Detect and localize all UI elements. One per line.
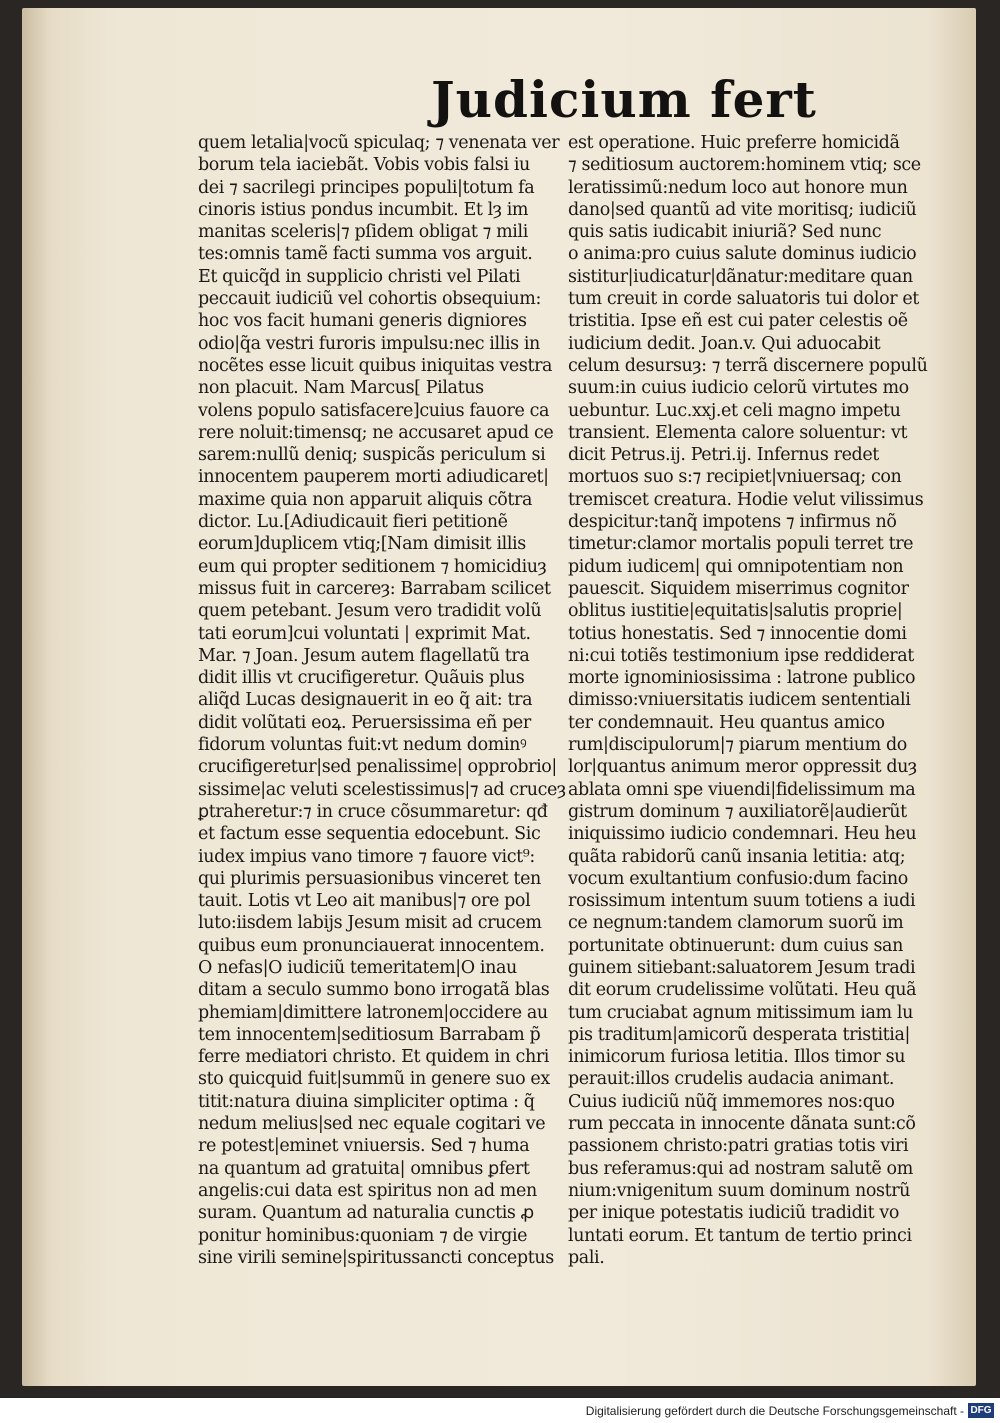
text-line: nium:vnigenitum suum dominum nostrũ: [568, 1180, 911, 1201]
running-header: Judicium fert: [431, 70, 817, 129]
text-line: dei ⁊ sacrilegi principes populi|totum fa: [198, 177, 535, 198]
text-line: timetur:clamor mortalis populi terret tre: [568, 534, 914, 555]
text-line: leratissimũ:nedum loco aut honore mun: [568, 177, 908, 198]
text-line: eorum]duplicem vtiq;[Nam dimisit illis: [198, 534, 526, 555]
text-line: pauescit. Siquidem miserrimus cognitor: [568, 578, 909, 599]
text-line: fidorum voluntas fuit:vt nedum dominꝰ: [198, 735, 527, 756]
text-line: tati eorum]cui voluntati | exprimit Mat.: [198, 623, 531, 644]
text-line: dit eorum crudelissime volũtati. Heu quã: [568, 980, 917, 1001]
text-line: portunitate obtinuerunt: dum cuius san: [568, 935, 903, 956]
text-line: non placuit. Nam Marcus[ Pilatus: [198, 378, 484, 399]
text-line: crucifigeretur|sed penalissime| opprobrio|: [198, 757, 557, 778]
text-line: celum desursuȝ: ⁊ terrã discernere populũ: [568, 355, 928, 376]
text-line: quibus eum pronunciauerat innocentem.: [198, 935, 545, 956]
left-text-column: [198, 132, 578, 1269]
funding-note: Digitalisierung gefördert durch die Deutsche Forschungsgemeinschaft -: [585, 1404, 964, 1418]
text-line: dicit Petrus.ij. Petri.ij. Infernus redet: [568, 445, 879, 466]
text-line: manitas sceleris|⁊ pſidem obligat ⁊ mili: [198, 222, 528, 243]
text-line: inimicorum furiosa letitia. Illos timor su: [568, 1047, 906, 1068]
text-line: transient. Elementa calore soluentur: vt: [568, 422, 908, 443]
right-text-column: [568, 132, 940, 1269]
text-line: guinem sitiebant:saluatorem Jesum tradi: [568, 957, 916, 978]
text-line: o anima:pro cuius salute dominus iudicio: [568, 244, 917, 265]
text-line: oblitus iustitie|equitatis|salutis proprie|: [568, 601, 903, 622]
text-line: luntati eorum. Et tantum de tertio princi: [568, 1225, 912, 1246]
text-line: maxime quia non apparuit aliquis cõtra: [198, 489, 533, 510]
footer-bar: [0, 1400, 1000, 1423]
text-line: dimisso:vniuersitatis iudicem sententiali: [568, 690, 911, 711]
text-line: tem innocentem|seditiosum Barrabam p̃: [198, 1024, 541, 1045]
text-line: quãta rabidorũ canũ insania letitia: atq;: [568, 846, 906, 867]
text-line: uebuntur. Luc.xxj.et celi magno impetu: [568, 400, 901, 421]
text-line: dano|sed quantũ ad vite moritisq; iudiciũ: [568, 199, 917, 220]
text-line: aliq̃d Lucas designauerit in eo q̃ ait: tra: [198, 690, 533, 711]
text-line: ꝑtraheretur:⁊ in cruce cõsummaretur: qđ: [198, 801, 548, 822]
text-line: angelis:cui data est spiritus non ad men: [198, 1180, 537, 1201]
text-line: quem petebant. Jesum vero tradidit volũ: [198, 601, 542, 622]
text-line: na quantum ad gratuita| omnibus ꝑfert: [198, 1158, 530, 1179]
text-line: O nefas|O iudiciũ temeritatem|O inau: [198, 957, 517, 978]
text-line: est operatione. Huic preferre homicidã: [568, 133, 900, 153]
text-line: despicitur:tanq̃ impotens ⁊ infirmus nõ: [568, 512, 897, 533]
text-line: titit:natura diuina simpliciter optima : q̃: [198, 1091, 535, 1112]
text-line: ferre mediatori christo. Et quidem in chri: [198, 1047, 549, 1068]
text-line: tremiscet creatura. Hodie velut vilissimus: [568, 489, 924, 510]
text-line: volens populo satisfacere]cuius fauore ca: [198, 400, 550, 421]
text-line: suram. Quantum ad naturalia cunctis ꝓ: [198, 1203, 534, 1224]
text-line: ni:cui totiẽs testimonium ipse reddiderat: [568, 645, 914, 666]
text-line: perauit:illos crudelis audacia animant.: [568, 1069, 895, 1090]
text-line: borum tela iaciebãt. Vobis vobis falsi iu: [198, 155, 530, 176]
text-line: Et quicq̃d in supplicio christi vel Pilati: [198, 266, 521, 287]
text-line: iniquissimo iudicio condemnari. Heu heu: [568, 824, 917, 845]
text-line: ablata omni spe viuendi|fidelissimum ma: [568, 779, 916, 800]
text-line: gistrum dominum ⁊ auxiliatorẽ|audierũt: [568, 801, 907, 822]
text-line: hoc vos facit humani generis digniores: [198, 311, 527, 332]
text-line: dictor. Lu.[Adiudicauit fieri petitionẽ: [198, 512, 508, 533]
text-line: didit illis vt crucifigeretur. Quãuis plus: [198, 668, 525, 689]
text-line: vocum exultantium confusio:dum facino: [568, 868, 908, 889]
text-line: re potest|eminet vniuersis. Sed ⁊ huma: [198, 1136, 530, 1157]
text-line: rum peccata in innocente dãnata sunt:cõ: [568, 1114, 916, 1135]
text-line: per inique potestatis iudiciũ tradidit vo: [568, 1203, 900, 1224]
text-line: tauit. Lotis vt Leo ait manibus|⁊ ore pol: [198, 891, 531, 912]
text-line: rere noluit:timensq; ne accusaret apud ce: [198, 422, 554, 443]
text-line: ter condemnauit. Heu quantus amico: [568, 712, 885, 733]
text-line: ditam a seculo summo bono irrogatã blas: [198, 980, 550, 1001]
text-line: pis traditum|amicorũ desperata tristitia|: [568, 1024, 911, 1045]
text-line: cinoris istius pondus incumbit. Et lȝ im: [198, 199, 529, 220]
text-line: rum|discipulorum|⁊ piarum mentium do: [568, 735, 907, 756]
text-line: missus fuit in carcereȝ: Barrabam scilicet: [198, 578, 551, 599]
text-line: luto:iisdem labijs Jesum misit ad crucem: [198, 913, 542, 934]
text-line: ponitur hominibus:quoniam ⁊ de virgie: [198, 1225, 528, 1246]
text-line: nedum melius|sed nec equale cogitari ve: [198, 1114, 546, 1135]
text-line: ce negnum:tandem clamorum suorũ im: [568, 913, 904, 934]
text-line: ⁊ seditiosum auctorem:hominem vtiq; sce: [568, 155, 921, 176]
text-line: rosissimum intentum suum totiens a iudi: [568, 891, 916, 912]
text-line: pali.: [568, 1247, 605, 1268]
text-line: odio|q̃a vestri furoris impulsu:nec illis in: [198, 333, 540, 354]
text-line: Cuius iudiciũ nũq̃ immemores nos:quo: [568, 1091, 895, 1112]
text-line: tum creuit in corde saluatoris tui dolor et: [568, 289, 919, 310]
text-line: iudex impius vano timore ⁊ fauore vict⁹:: [198, 846, 535, 867]
text-line: sarem:nullũ deniq; suspicãs periculum si: [198, 445, 546, 466]
text-line: Mar. ⁊ Joan. Jesum autem flagellatũ tra: [198, 645, 530, 666]
text-line: morte ignominiosissima : latrone publico: [568, 668, 916, 689]
text-line: sistitur|iudicatur|dãnatur:meditare quan: [568, 266, 913, 287]
text-line: didit volũtati eoꝝ. Peruersissima eñ per: [198, 712, 531, 733]
text-line: bus referamus:qui ad nostram salutẽ om: [568, 1158, 913, 1179]
text-line: sine virili semine|spiritussancti conceptus: [198, 1247, 554, 1268]
text-line: lor|quantus animum meror oppressit duȝ: [568, 757, 917, 778]
text-line: eum qui propter seditionem ⁊ homicidiuȝ: [198, 556, 547, 577]
text-line: tes:omnis tamẽ facti summa vos arguit.: [198, 244, 533, 265]
dfg-logo[interactable]: DFG: [968, 1403, 994, 1418]
text-line: passionem christo:patri gratias totis viri: [568, 1136, 909, 1157]
text-line: peccauit iudiciũ vel cohortis obsequium:: [198, 289, 541, 310]
text-line: suum:in cuius iudicio celorũ virtutes mo: [568, 378, 909, 399]
text-line: iudicium dedit. Joan.v. Qui aduocabit: [568, 333, 881, 354]
text-line: mortuos suo s:⁊ recipiet|vniuersaq; con: [568, 467, 902, 488]
text-line: phemiam|dimittere latronem|occidere au: [198, 1002, 548, 1023]
text-line: innocentem pauperem morti adiudicaret|: [198, 467, 549, 488]
text-line: pidum iudicem| qui omnipotentiam non: [568, 556, 904, 577]
text-line: quem letalia|vocũ spiculaq; ⁊ venenata ver: [198, 133, 560, 153]
text-line: tum cruciabat agnum mitissimum iam lu: [568, 1002, 913, 1023]
text-line: tristitia. Ipse eñ est cui pater celestis oẽ: [568, 311, 908, 332]
text-line: sto quicquid fuit|summũ in genere suo ex: [198, 1069, 550, 1090]
text-line: totius honestatis. Sed ⁊ innocentie domi: [568, 623, 907, 644]
text-line: nocẽtes esse licuit quibus iniquitas vestra: [198, 355, 553, 376]
text-line: quis satis iudicabit iniuriã? Sed nunc: [568, 222, 882, 243]
text-line: et factum esse sequentia edocebunt. Sic: [198, 824, 541, 845]
text-line: sissime|ac veluti scelestissimus|⁊ ad cruceȝ: [198, 779, 566, 800]
text-line: qui plurimis persuasionibus vinceret ten: [198, 868, 541, 889]
